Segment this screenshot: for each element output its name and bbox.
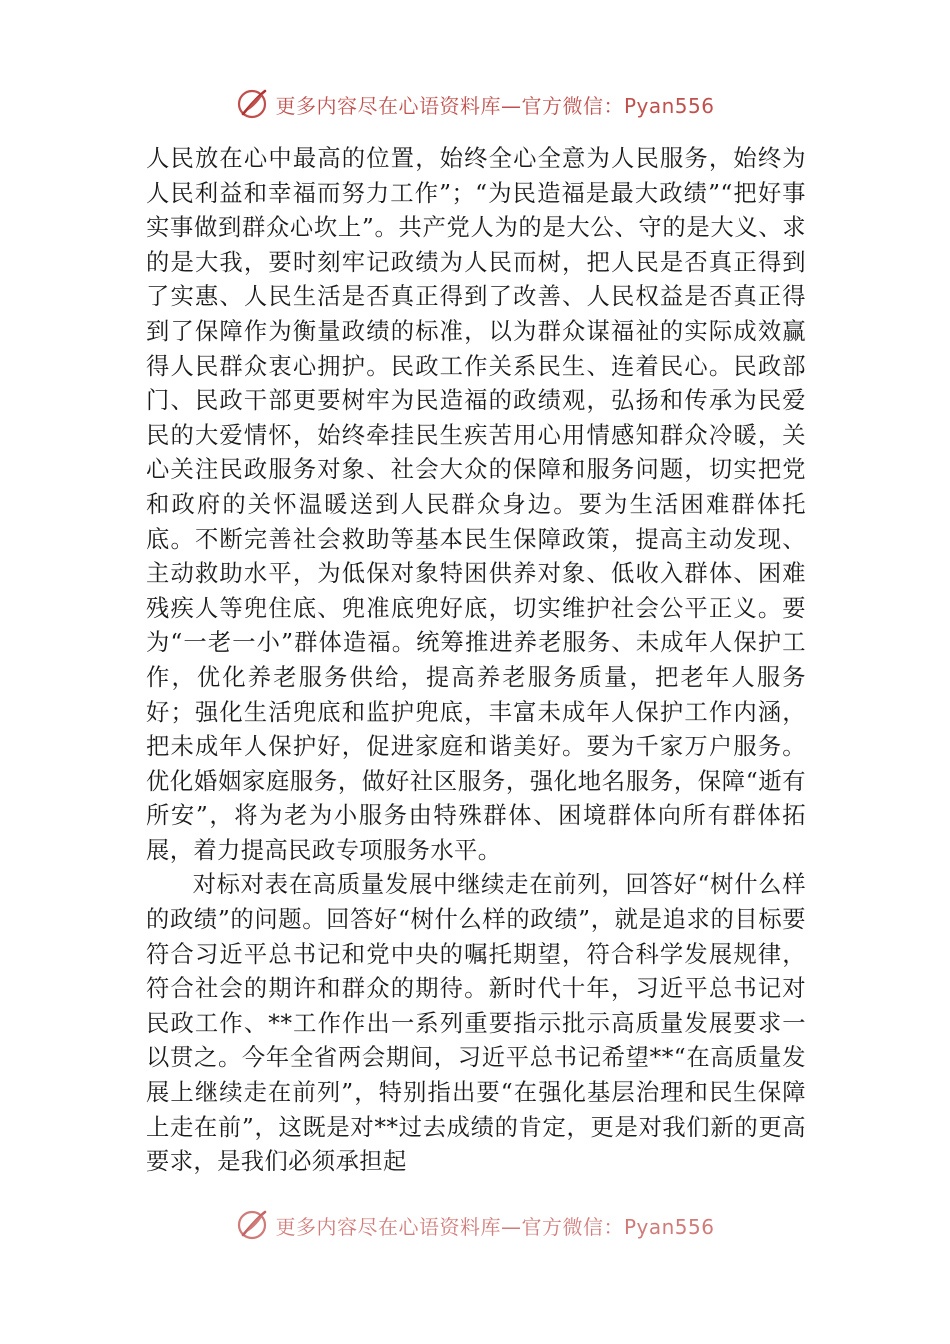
watermark-header: [0, 84, 950, 124]
quill-logo-icon: [235, 87, 269, 121]
paragraph: 对标对表在高质量发展中继续走在前列，回答好“树什么样的政绩”的问题。回答好“树什么样的政绩”，就是追求的目标要符合习近平总书记和党中央的嘱托期望，符合科学发展规律，符合社会的期许和群众的期待。新时代十年，习近平总书记对民政工作、**工作作出一系列重要指示批示高质量发展要求一以贯之。今年全省两会期间，习近平总书记希望**“在高质量发展上继续走在前列”，特别指出要“在强化基层治理和民生保障上走在前”，这既是对**过去成绩的肯定，更是对我们新的更高要求，是我们必须承担起: [146, 871, 806, 1176]
document-body: [146, 142, 806, 1180]
watermark-footer: [0, 1205, 950, 1245]
watermark-text: 更多内容尽在心语资料库—官方微信：Pyan556: [275, 1214, 715, 1239]
watermark-text: 更多内容尽在心语资料库—官方微信：Pyan556: [275, 93, 715, 118]
paragraph: 人民放在心中最高的位置，始终全心全意为人民服务，始终为人民利益和幸福而努力工作”；“为民造福是最大政绩”“把好事实事做到群众心坎上”。共产党人为的是大公、守的是大义、求的是大我，要时刻牢记政绩为人民而树，把人民是否真正得到了实惠、人民生活是否真正得到了改善、人民权益是否真正得到了保障作为衡量政绩的标准，以为群众谋福祉的实际成效赢得人民群众衷心拥护。民政工作关系民生、连着民心。民政部门、民政干部更要树牢为民造福的政绩观，弘扬和传承为民爱民的大爱情怀，始终牵挂民生疾苦用心用情感知群众冷暖，关心关注民政服务对象、社会大众的保障和服务问题，切实把党和政府的关怀温暖送到人民群众身边。要为生活困难群体托底。不断完善社会救助等基本民生保障政策，提高主动发现、主动救助水平，为低保对象特困供养对象、低收入群体、困难残疾人等兜住底、兜准底兜好底，切实维护社会公平正义。要为“一老一小”群体造福。统筹推进养老服务、未成年人保护工作，优化养老服务供给，提高养老服务质量，把老年人服务好；强化生活兜底和监护兜底，丰富未成年人保护工作内涵，把未成年人保护好，促进家庭和谐美好。要为千家万户服务。优化婚姻家庭服务，做好社区服务，强化地名服务，保障“逝有所安”，将为老为小服务由特殊群体、困境群体向所有群体拓展，着力提高民政专项服务水平。: [146, 145, 806, 864]
quill-logo-icon: [235, 1208, 269, 1242]
